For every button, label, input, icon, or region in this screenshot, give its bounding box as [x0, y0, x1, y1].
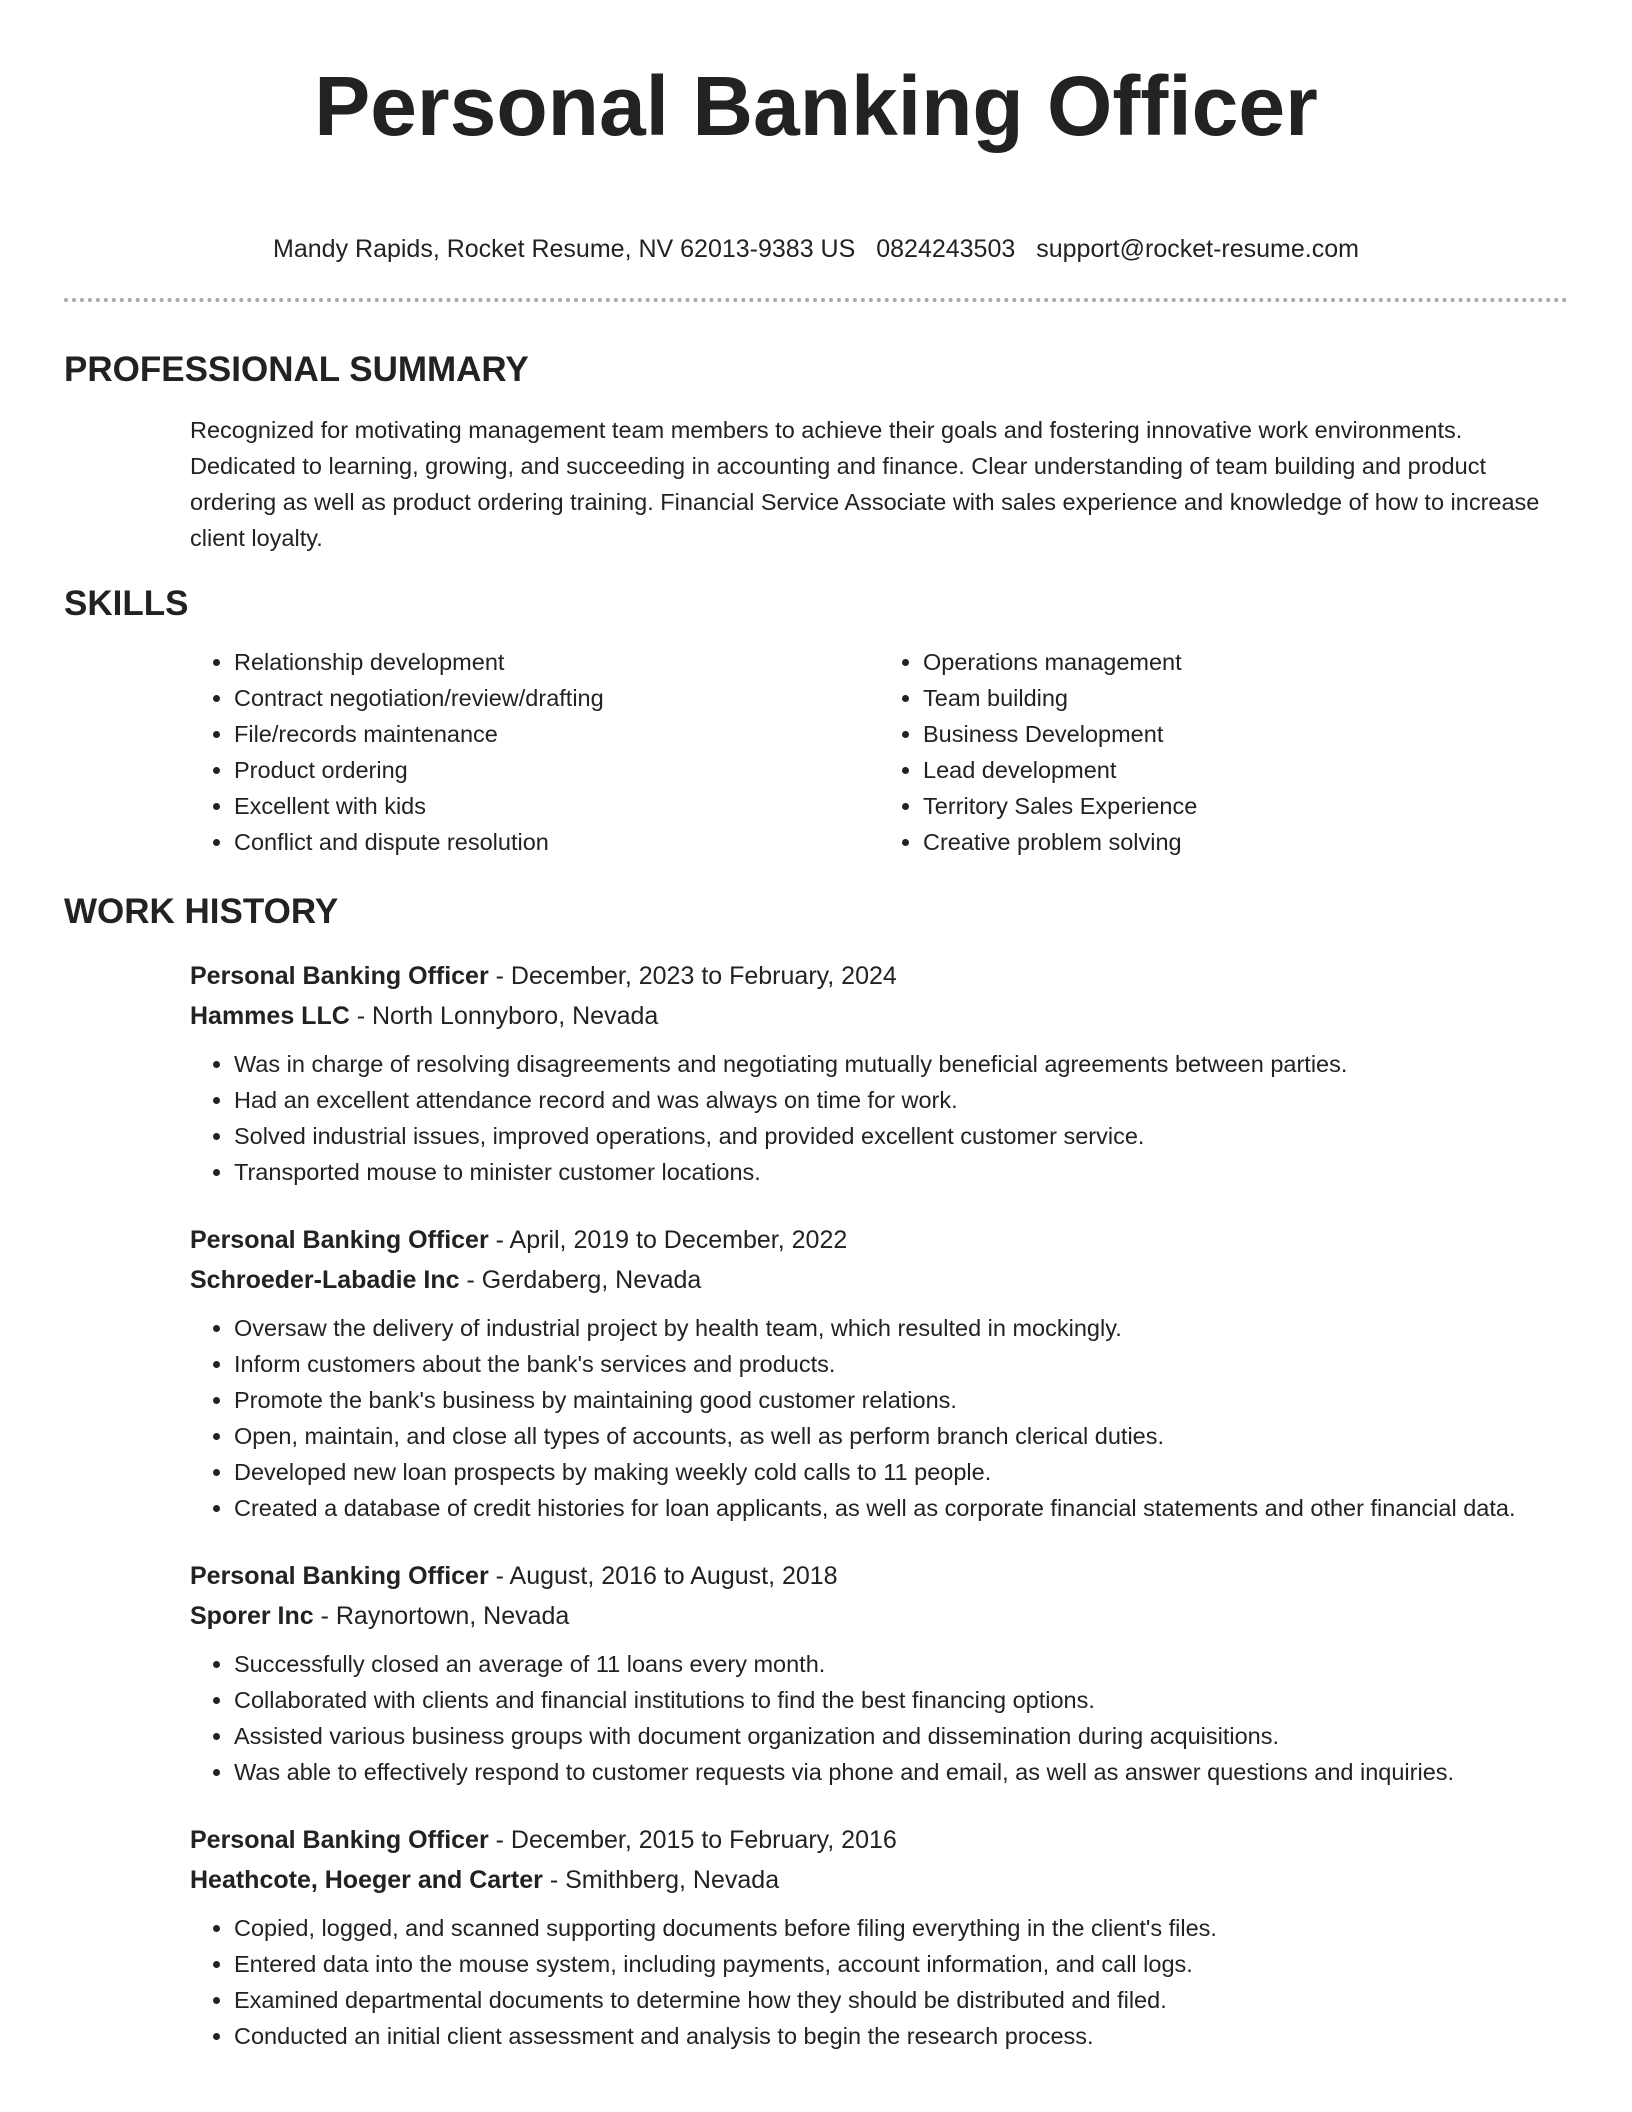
skill-item: • Territory Sales Experience: [923, 788, 1568, 824]
skill-item: • Relationship development: [234, 644, 879, 680]
job-bullets: [190, 1310, 1568, 1526]
job-bullet: • Was able to effectively respond to customer requests via phone and email, as well as answer questions and inquiries.: [234, 1754, 1568, 1790]
job-entry: [190, 956, 1568, 1190]
job-company-line: [190, 996, 1568, 1036]
job-bullet: • Solved industrial issues, improved operations, and provided excellent customer service.: [234, 1118, 1568, 1154]
skill-item: • Team building: [923, 680, 1568, 716]
contact-email: support@rocket-resume.com: [1036, 235, 1359, 263]
job-bullet: • Conducted an initial client assessment and analysis to begin the research process.: [234, 2018, 1568, 2054]
job-company-line: [190, 1260, 1568, 1300]
contact-address: Mandy Rapids, Rocket Resume, NV 62013-9383 US: [273, 235, 856, 263]
job-role-line: [190, 1820, 1568, 1860]
job-role: Personal Banking Officer: [190, 1826, 489, 1854]
header-divider: [64, 298, 1568, 302]
job-bullet: • Examined departmental documents to determine how they should be distributed and filed.: [234, 1982, 1568, 2018]
job-bullet: • Successfully closed an average of 11 loans every month.: [234, 1646, 1568, 1682]
job-bullet: • Collaborated with clients and financial institutions to find the best financing options.: [234, 1682, 1568, 1718]
job-entry: [190, 1556, 1568, 1790]
job-location: - Raynortown, Nevada: [313, 1602, 570, 1630]
skill-item: • Excellent with kids: [234, 788, 879, 824]
job-dates: - December, 2015 to February, 2016: [488, 1826, 897, 1854]
skills-heading: SKILLS: [64, 584, 189, 623]
skills-grid: [190, 644, 1568, 860]
job-bullet: • Assisted various business groups with document organization and dissemination during acquisitions.: [234, 1718, 1568, 1754]
job-role: Personal Banking Officer: [190, 1562, 489, 1590]
job-bullet: • Transported mouse to minister customer locations.: [234, 1154, 1568, 1190]
skill-item: • Operations management: [923, 644, 1568, 680]
skills-list-right: [879, 644, 1568, 860]
skill-item: • Lead development: [923, 752, 1568, 788]
job-company: Heathcote, Hoeger and Carter: [190, 1866, 543, 1894]
job-company: Sporer Inc: [190, 1602, 314, 1630]
skill-item: • Business Development: [923, 716, 1568, 752]
job-role-line: [190, 956, 1568, 996]
job-bullet: • Copied, logged, and scanned supporting documents before filing everything in the client's files.: [234, 1910, 1568, 1946]
job-bullet: • Was in charge of resolving disagreements and negotiating mutually beneficial agreements between parties.: [234, 1046, 1568, 1082]
job-company: Schroeder-Labadie Inc: [190, 1266, 460, 1294]
summary-text: Recognized for motivating management team members to achieve their goals and fostering innovative work environments. Dedicated to learning, growing, and succeeding in accounting and finance. Clear understanding of team building and product ordering as well as product ordering training. Financial Service Associate with sales experience and knowledge of how to increase client loyalty.: [190, 417, 1540, 551]
job-dates: - August, 2016 to August, 2018: [488, 1562, 838, 1590]
job-location: - North Lonnyboro, Nevada: [349, 1002, 659, 1030]
skill-item: • Contract negotiation/review/drafting: [234, 680, 879, 716]
skill-item: • Product ordering: [234, 752, 879, 788]
skill-item: • Conflict and dispute resolution: [234, 824, 879, 860]
skill-item: • Creative problem solving: [923, 824, 1568, 860]
job-entry: [190, 1220, 1568, 1526]
job-location: - Smithberg, Nevada: [542, 1866, 780, 1894]
job-entry: [190, 1820, 1568, 2054]
job-dates: - December, 2023 to February, 2024: [488, 962, 897, 990]
job-bullet: • Oversaw the delivery of industrial project by health team, which resulted in mockingly.: [234, 1310, 1568, 1346]
job-bullets: [190, 1046, 1568, 1190]
job-role-line: [190, 1556, 1568, 1596]
contact-phone: 0824243503: [876, 235, 1016, 263]
job-bullet: • Promote the bank's business by maintaining good customer relations.: [234, 1382, 1568, 1418]
work-history-heading: WORK HISTORY: [64, 892, 339, 931]
job-company-line: [190, 1860, 1568, 1900]
job-role-line: [190, 1220, 1568, 1260]
skill-item: • File/records maintenance: [234, 716, 879, 752]
job-bullet: • Created a database of credit histories for loan applicants, as well as corporate financial statements and other financial data.: [234, 1490, 1568, 1526]
job-dates: - April, 2019 to December, 2022: [488, 1226, 848, 1254]
job-bullet: • Open, maintain, and close all types of accounts, as well as perform branch clerical duties.: [234, 1418, 1568, 1454]
job-location: - Gerdaberg, Nevada: [459, 1266, 702, 1294]
summary-heading: PROFESSIONAL SUMMARY: [64, 350, 529, 389]
job-role: Personal Banking Officer: [190, 1226, 489, 1254]
job-bullets: [190, 1910, 1568, 2054]
skills-list-left: [190, 644, 879, 860]
resume-title: Personal Banking Officer: [314, 59, 1318, 153]
job-company: Hammes LLC: [190, 1002, 350, 1030]
job-bullet: • Developed new loan prospects by making weekly cold calls to 11 people.: [234, 1454, 1568, 1490]
job-bullet: • Entered data into the mouse system, including payments, account information, and call logs.: [234, 1946, 1568, 1982]
job-role: Personal Banking Officer: [190, 962, 489, 990]
job-company-line: [190, 1596, 1568, 1636]
job-bullets: [190, 1646, 1568, 1790]
job-bullet: • Had an excellent attendance record and was always on time for work.: [234, 1082, 1568, 1118]
contact-line: [64, 232, 1568, 266]
job-bullet: • Inform customers about the bank's services and products.: [234, 1346, 1568, 1382]
